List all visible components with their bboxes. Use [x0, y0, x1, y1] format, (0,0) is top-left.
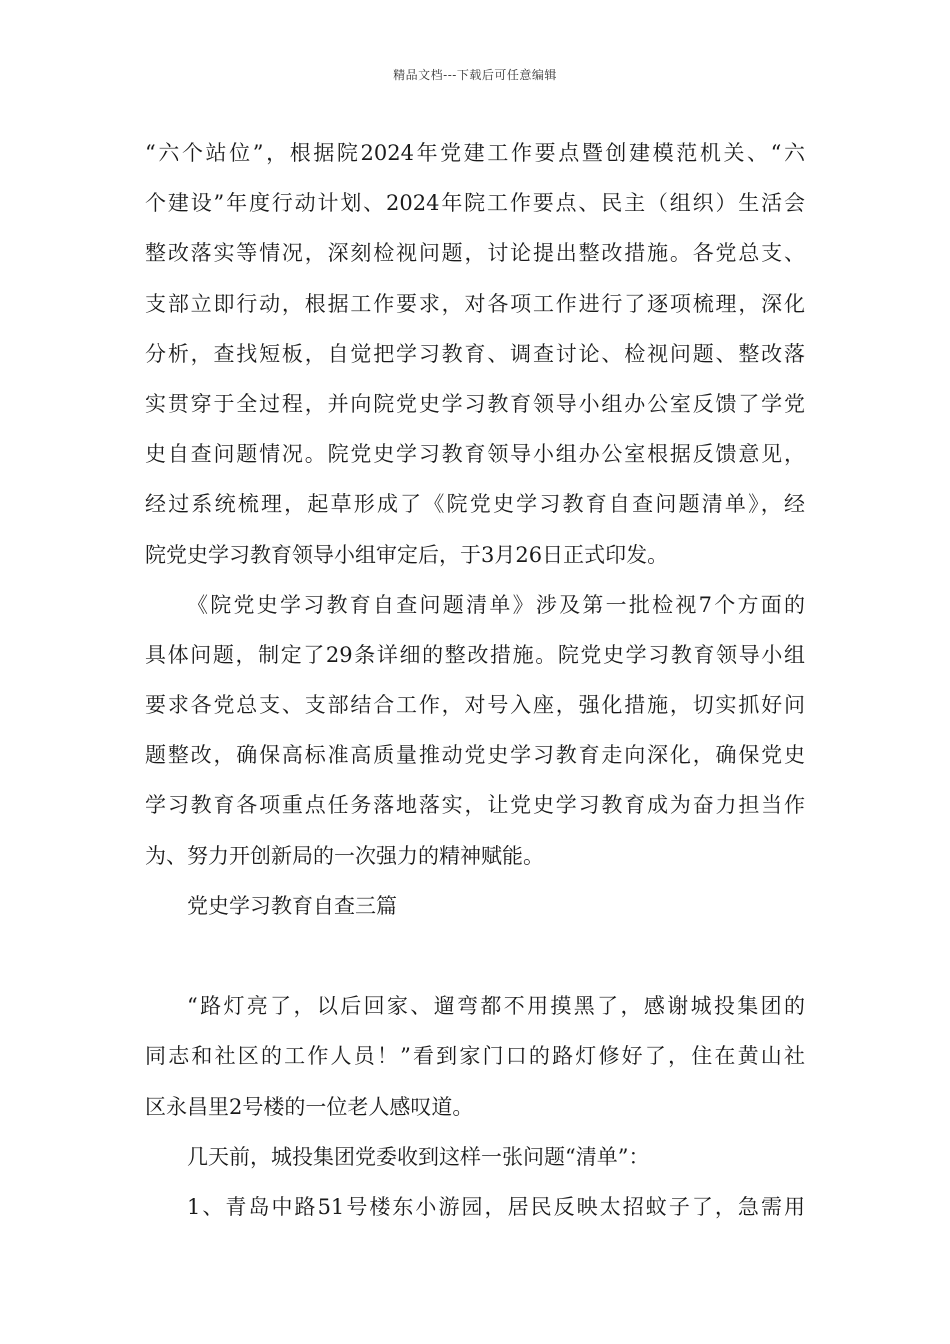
paragraph-line: 实贯穿于全过程，并向院党史学习教育领导小组办公室反馈了学党: [145, 391, 805, 416]
paragraph-line: 个建设”年度行动计划、2024年院工作要点、民主（组织）生活会: [145, 191, 805, 216]
paragraph-line: 分析，查找短板，自觉把学习教育、调查讨论、检视问题、整改落: [145, 341, 805, 366]
paragraph-line: 要求各党总支、支部结合工作，对号入座，强化措施，切实抓好问: [145, 693, 805, 718]
paragraph-line: 题整改，确保高标准高质量推动党史学习教育走向深化，确保党史: [145, 743, 805, 768]
paragraph-line: 学习教育各项重点任务落地落实，让党史学习教育成为奋力担当作: [145, 793, 805, 818]
paragraph-line: 院党史学习教育领导小组审定后，于3月26日正式印发。: [145, 542, 669, 567]
paragraph-line: 为、努力开创新局的一次强力的精神赋能。: [145, 843, 544, 868]
paragraph-line: 几天前，城投集团党委收到这样一张问题“清单”：: [187, 1144, 650, 1169]
blank-line: [145, 931, 805, 981]
paragraph-line: 区永昌里2号楼的一位老人感叹道。: [145, 1094, 474, 1119]
paragraph-line: “路灯亮了，以后回家、遛弯都不用摸黑了，感谢城投集团的: [187, 994, 805, 1019]
paragraph-line: 《院党史学习教育自查问题清单》涉及第一批检视7个方面的: [187, 592, 805, 617]
paragraph-line: 同志和社区的工作人员！”看到家门口的路灯修好了，住在黄山社: [145, 1044, 805, 1069]
paragraph-line: 具体问题，制定了29条详细的整改措施。院党史学习教育领导小组: [145, 642, 805, 667]
paragraph-line: “六个站位”，根据院2024年党建工作要点暨创建模范机关、“六: [145, 141, 805, 165]
page-header: 精品文档---下载后可任意编辑: [393, 68, 557, 82]
paragraph-line: 支部立即行动，根据工作要求，对各项工作进行了逐项梳理，深化: [145, 291, 805, 316]
list-item: 1、青岛中路51号楼东小游园，居民反映太招蚊子了，急需用: [187, 1194, 805, 1219]
document-body: [145, 128, 805, 1232]
paragraph-line: 经过系统梳理，起草形成了《院党史学习教育自查问题清单》，经: [145, 492, 805, 517]
paragraph-line: 整改落实等情况，深刻检视问题，讨论提出整改措施。各党总支、: [145, 241, 805, 266]
section-heading: 党史学习教育自查三篇: [187, 893, 397, 918]
paragraph-line: 史自查问题情况。院党史学习教育领导小组办公室根据反馈意见，: [145, 442, 805, 467]
